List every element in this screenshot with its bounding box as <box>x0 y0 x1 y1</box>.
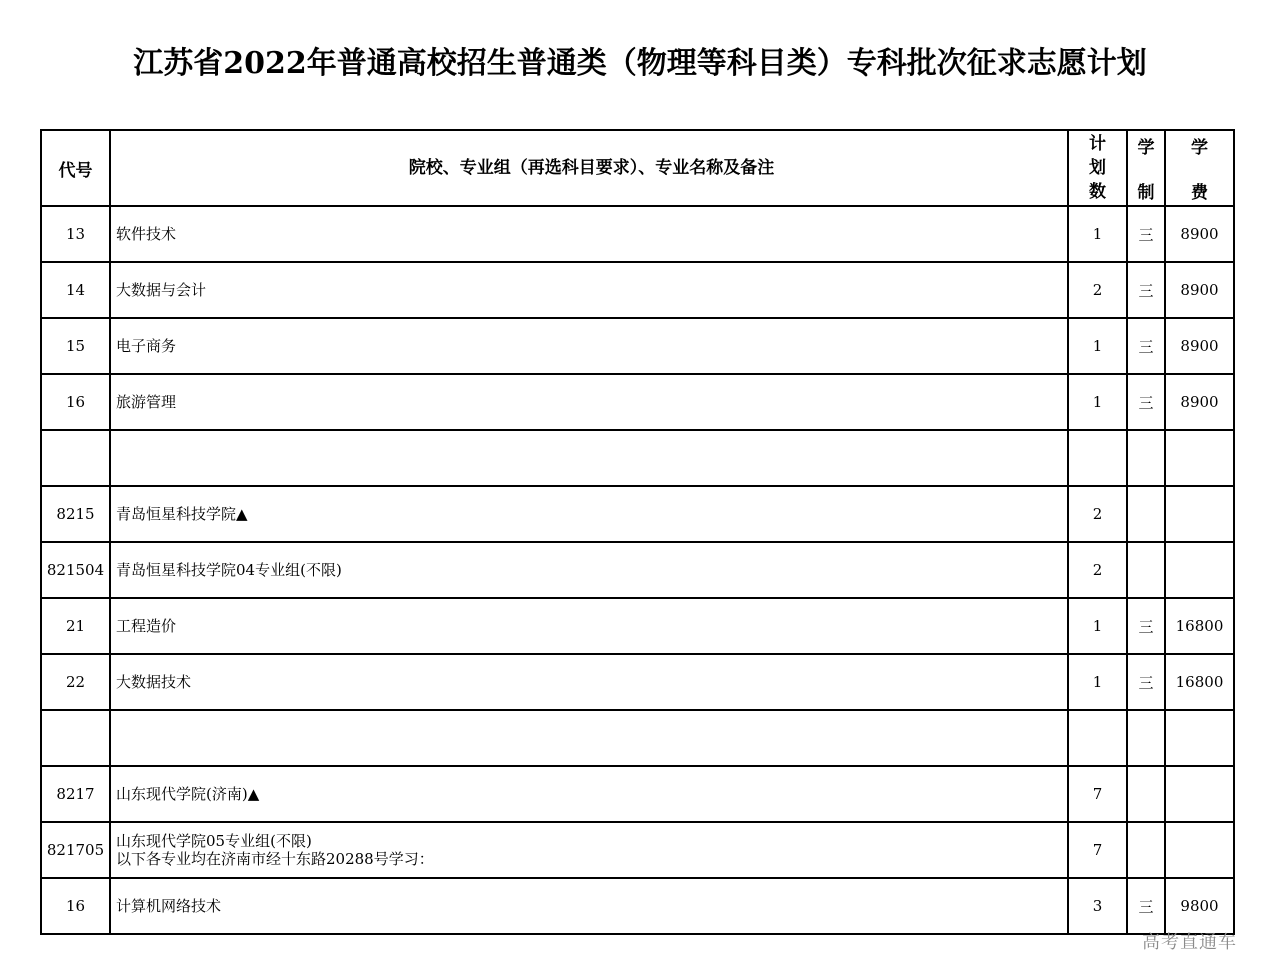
cell-code: 8215 <box>41 486 110 542</box>
cell-plan-count: 1 <box>1068 654 1127 710</box>
cell-name: 计算机网络技术 <box>110 878 1068 934</box>
header-plan-count-char-2: 划 <box>1089 158 1106 178</box>
cell-duration: 三 <box>1127 374 1165 430</box>
watermark: 高考直通车 <box>1142 932 1237 953</box>
header-duration <box>1127 130 1165 206</box>
cell-tuition <box>1165 542 1234 598</box>
cell-name <box>110 822 1068 878</box>
cell-code: 16 <box>41 374 110 430</box>
table-row <box>41 598 1234 654</box>
cell-tuition <box>1165 430 1234 486</box>
table-row <box>41 542 1234 598</box>
cell-name: 大数据与会计 <box>110 262 1068 318</box>
table-row <box>41 374 1234 430</box>
cell-plan-count <box>1068 710 1127 766</box>
cell-code: 8217 <box>41 766 110 822</box>
header-plan-count <box>1068 130 1127 206</box>
header-duration-char-2: 制 <box>1137 183 1155 203</box>
cell-tuition <box>1165 486 1234 542</box>
cell-duration <box>1127 430 1165 486</box>
cell-name: 青岛恒星科技学院04专业组(不限) <box>110 542 1068 598</box>
cell-name: 旅游管理 <box>110 374 1068 430</box>
table-header-row <box>41 130 1234 206</box>
cell-plan-count: 2 <box>1068 262 1127 318</box>
header-code: 代号 <box>41 130 110 206</box>
cell-plan-count: 3 <box>1068 878 1127 934</box>
header-duration-char-1: 学 <box>1137 138 1155 158</box>
cell-code <box>41 430 110 486</box>
cell-duration: 三 <box>1127 878 1165 934</box>
cell-name <box>110 430 1068 486</box>
cell-duration: 三 <box>1127 318 1165 374</box>
cell-name: 山东现代学院(济南)▲ <box>110 766 1068 822</box>
cell-tuition: 8900 <box>1165 262 1234 318</box>
cell-duration <box>1127 766 1165 822</box>
cell-duration <box>1127 822 1165 878</box>
table-row <box>41 822 1234 878</box>
table-row-empty <box>41 710 1234 766</box>
cell-code <box>41 710 110 766</box>
enrollment-plan-table <box>40 129 1235 935</box>
cell-name: 工程造价 <box>110 598 1068 654</box>
cell-code: 14 <box>41 262 110 318</box>
cell-name-line-2: 以下各专业均在济南市经十东路20288号学习： <box>116 850 434 868</box>
cell-code: 821504 <box>41 542 110 598</box>
cell-name: 大数据技术 <box>110 654 1068 710</box>
cell-duration <box>1127 486 1165 542</box>
table-row <box>41 486 1234 542</box>
cell-tuition <box>1165 710 1234 766</box>
table-row <box>41 766 1234 822</box>
cell-plan-count: 1 <box>1068 206 1127 262</box>
cell-plan-count: 1 <box>1068 318 1127 374</box>
cell-plan-count: 1 <box>1068 374 1127 430</box>
cell-tuition: 8900 <box>1165 206 1234 262</box>
page-title: 江苏省2022年普通高校招生普通类（物理等科目类）专科批次征求志愿计划 <box>133 46 1147 81</box>
cell-plan-count: 2 <box>1068 486 1127 542</box>
table-row <box>41 262 1234 318</box>
cell-plan-count <box>1068 430 1127 486</box>
cell-duration: 三 <box>1127 598 1165 654</box>
cell-duration <box>1127 542 1165 598</box>
header-tuition-char-2: 费 <box>1191 183 1208 203</box>
cell-name: 青岛恒星科技学院▲ <box>110 486 1068 542</box>
cell-tuition: 9800 <box>1165 878 1234 934</box>
cell-plan-count: 7 <box>1068 766 1127 822</box>
header-plan-count-char-1: 计 <box>1089 134 1106 154</box>
table-row <box>41 878 1234 934</box>
cell-name: 软件技术 <box>110 206 1068 262</box>
cell-name <box>110 710 1068 766</box>
cell-tuition: 8900 <box>1165 374 1234 430</box>
cell-duration <box>1127 710 1165 766</box>
table-row <box>41 206 1234 262</box>
cell-tuition <box>1165 822 1234 878</box>
cell-duration: 三 <box>1127 206 1165 262</box>
cell-code: 21 <box>41 598 110 654</box>
cell-tuition: 16800 <box>1165 654 1234 710</box>
table-row-empty <box>41 430 1234 486</box>
cell-code: 13 <box>41 206 110 262</box>
cell-code: 22 <box>41 654 110 710</box>
cell-tuition: 16800 <box>1165 598 1234 654</box>
cell-code: 16 <box>41 878 110 934</box>
cell-name: 电子商务 <box>110 318 1068 374</box>
cell-tuition <box>1165 766 1234 822</box>
cell-tuition: 8900 <box>1165 318 1234 374</box>
cell-duration: 三 <box>1127 654 1165 710</box>
cell-plan-count: 1 <box>1068 598 1127 654</box>
header-plan-count-char-3: 数 <box>1089 182 1106 202</box>
cell-plan-count: 7 <box>1068 822 1127 878</box>
cell-code: 821705 <box>41 822 110 878</box>
header-name: 院校、专业组（再选科目要求）、专业名称及备注 <box>110 130 1068 206</box>
cell-code: 15 <box>41 318 110 374</box>
cell-name-line-1: 山东现代学院05专业组(不限) <box>116 832 312 850</box>
table-row <box>41 318 1234 374</box>
cell-duration: 三 <box>1127 262 1165 318</box>
table-row <box>41 654 1234 710</box>
cell-plan-count: 2 <box>1068 542 1127 598</box>
header-tuition-char-1: 学 <box>1191 138 1208 158</box>
header-tuition <box>1165 130 1234 206</box>
